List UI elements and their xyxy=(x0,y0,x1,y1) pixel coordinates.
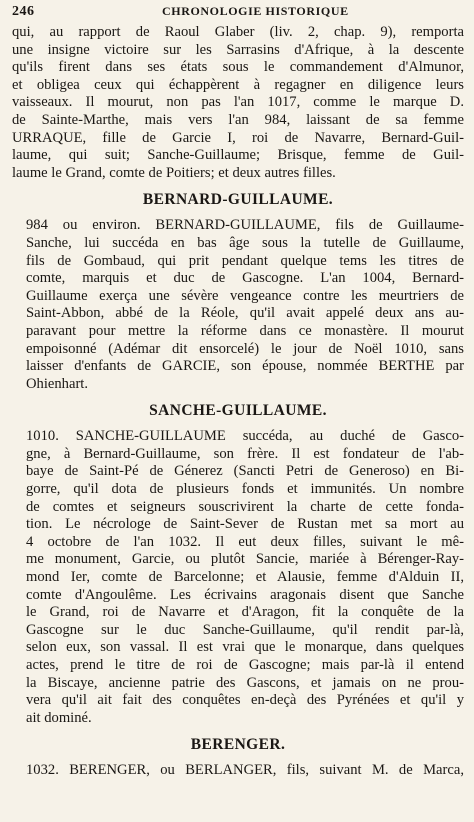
text-line: laisser d'enfants de GARCIE, son épouse, nommée BERTHE par xyxy=(26,358,464,375)
text-line: Ohienhart. xyxy=(26,375,89,392)
text-line: Sanche, lui succéda en bas âge sous la tutelle de Guillaume, xyxy=(26,234,464,251)
paragraph-sanche-guillaume xyxy=(12,428,464,727)
page-number: 246 xyxy=(12,4,35,19)
text-line: paravant pour mettre la réforme dans ce monastère. Il mourut xyxy=(26,322,464,339)
text-line: URRAQUE, fille de Garcie I, roi de Navarre, Bernard-Guil- xyxy=(12,129,464,146)
text-line: ait dominé. xyxy=(26,709,92,726)
section-heading-berenger: BERENGER. xyxy=(190,736,286,754)
text-line: actes, prend le titre de roi de Gascogne; mais par-là il entend xyxy=(26,657,464,673)
text-line: une insigne victoire sur les Sarrasins d'Afrique, à la descente xyxy=(12,41,464,58)
text-line: Saint-Abbon, abbé de la Réole, qu'il avait appelé deux ans au- xyxy=(26,305,464,322)
text-line: 4 octobre de l'an 1032. Il eut deux filles, suivant le mê- xyxy=(26,533,464,550)
paragraph-guillaume-sanche xyxy=(12,24,464,182)
section-heading-sanche-guillaume: SANCHE-GUILLAUME. xyxy=(149,402,327,420)
text-line: gne, à Bernard-Guillaume, son frère. Il est fondateur de l'ab- xyxy=(26,445,464,462)
text-line: qu'ils firent dans ses états sous le commandement d'Almunor, xyxy=(12,59,464,76)
paragraph-bernard-guillaume xyxy=(12,217,464,393)
text-line: comte d'Angoulême. Les écrivains aragonais disent que Sanche xyxy=(26,586,464,603)
text-line: le Grand, roi de Navarre et d'Aragon, fit la conquête de la xyxy=(26,604,464,621)
text-line: 1032. BERENGER, ou BERLANGER, fils, suivant M. de Marca, xyxy=(26,762,464,779)
text-line: selon eux, son vassal. Il est vrai que le monarque, dans quelques xyxy=(26,639,464,656)
text-line: Gascogne sur le duc Sanche-Guillaume, qu'il rendit par-là, xyxy=(26,621,464,638)
text-line: laume le Grand, comte de Poitiers; et deux autres filles. xyxy=(12,164,336,181)
paragraph-berenger xyxy=(12,762,464,780)
text-line: mond Ier, comte de Barcelonne; et Alausie, femme d'Alduin II, xyxy=(26,569,464,586)
text-line: la Biscaye, ancienne patrie des Gascons, et jamais on ne prou- xyxy=(26,674,464,691)
text-line: qui, au rapport de Raoul Glaber (liv. 2, chap. 9), remporta xyxy=(12,24,464,40)
text-line: me monument, Garcie, ou plutôt Sancie, mariée à Bérenger-Ray- xyxy=(26,551,464,568)
text-line: vera qu'il ait fait des conquêtes en-deçà des Pyrénées et qu'il y xyxy=(26,692,464,709)
text-line: vaisseaux. Il mourut, non pas l'an 1017, comme le marque D. xyxy=(12,94,464,111)
text-line: Guillaume exerça une sévère vengeance contre les meurtriers de xyxy=(26,287,464,304)
text-line: laume, qui suit; Sanche-Guillaume; Brisque, femme de Guil- xyxy=(12,147,464,164)
text-line: tion. Le nécrologe de Saint-Sever de Rustan met sa mort au xyxy=(26,516,464,533)
text-line: gorre, qu'il dota de plusieurs fonds et immunités. Un nombre xyxy=(26,481,464,498)
text-line: 984 ou environ. BERNARD-GUILLAUME, fils de Guillaume- xyxy=(26,217,464,234)
text-line: empoisonné (Adémar dit ensorcelé) le jour de Noël 1010, sans xyxy=(26,340,464,357)
text-line: de Sainte-Marthe, mais vers l'an 984, laissant de sa femme xyxy=(12,111,464,128)
text-line: fils de Gombaud, qui prit pendant quelque tems les titres de xyxy=(26,252,464,269)
text-line: de comtes et seigneurs souscrivirent la charte de cette fonda- xyxy=(26,498,464,515)
text-line: 1010. SANCHE-GUILLAUME succéda, au duché de Gasco- xyxy=(26,428,464,445)
page-header xyxy=(12,4,464,24)
text-line: baye de Saint-Pé de Génerez (Sancti Petri de Generoso) en Bi- xyxy=(26,463,464,480)
running-head: CHRONOLOGIE HISTORIQUE xyxy=(162,4,349,18)
section-heading-bernard-guillaume: BERNARD-GUILLAUME. xyxy=(142,191,334,209)
text-line: et obligea ceux qui échappèrent à regagner en diligence leurs xyxy=(12,76,464,93)
text-line: comte, marquis et duc de Gascogne. L'an 1004, Bernard- xyxy=(26,270,464,287)
